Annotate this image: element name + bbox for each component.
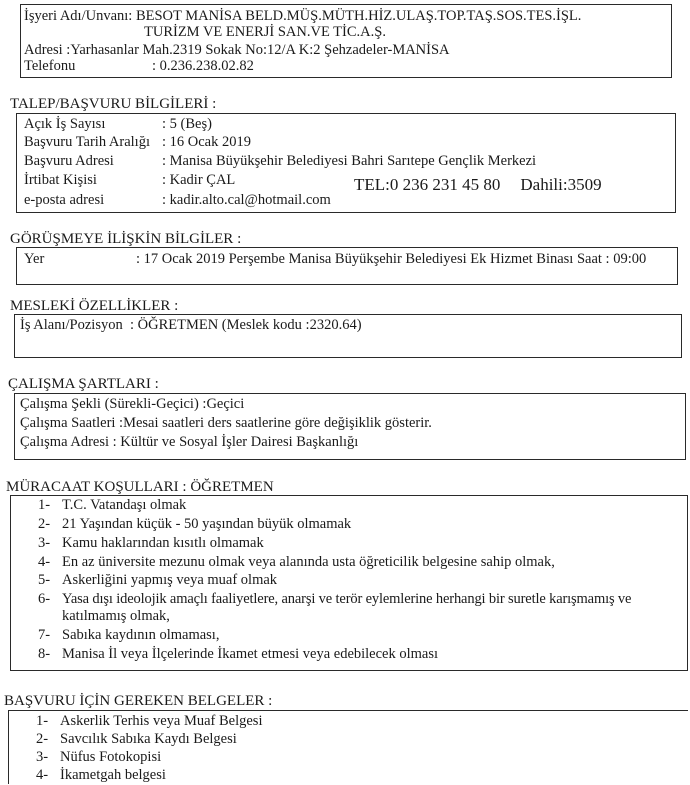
condition-number: 7- bbox=[38, 627, 51, 643]
employer-phone-value: : 0.236.238.02.82 bbox=[152, 58, 254, 74]
employer-name-label: İşyeri Adı/Unvanı: bbox=[24, 8, 133, 24]
condition-number: 6- bbox=[38, 591, 51, 607]
employer-phone-row bbox=[24, 58, 254, 75]
condition-item-continuation: katılmamış olmak, bbox=[62, 608, 170, 624]
interview-label: Yer bbox=[24, 251, 45, 267]
document-item bbox=[36, 713, 262, 730]
document-item bbox=[36, 767, 166, 784]
employer-name-row bbox=[24, 8, 581, 25]
working-condition-line: Çalışma Şekli (Sürekli-Geçici) :Geçici bbox=[20, 396, 245, 412]
document-text: Savcılık Sabıka Kaydı Belgesi bbox=[60, 731, 237, 747]
contact-extension: Dahili:3509 bbox=[520, 175, 602, 194]
request-label: Açık İş Sayısı bbox=[24, 116, 106, 132]
condition-item bbox=[38, 591, 631, 608]
request-value: : 16 Ocak 2019 bbox=[162, 134, 251, 150]
document-text: İkametgah belgesi bbox=[60, 767, 166, 783]
required-documents-title: BAŞVURU İÇİN GEREKEN BELGELER : bbox=[4, 693, 273, 709]
condition-text: Manisa İl veya İlçelerinde İkamet etmesi veya edebilecek olması bbox=[62, 646, 439, 662]
interview-value: : 17 Ocak 2019 Perşembe Manisa Büyükşehir Belediyesi Ek Hizmet Binası Saat : 09:00 bbox=[136, 251, 647, 267]
employer-address-row bbox=[24, 42, 450, 59]
condition-item bbox=[38, 497, 186, 514]
document-number: 2- bbox=[36, 731, 49, 747]
condition-item bbox=[38, 535, 264, 552]
request-label: e-posta adresi bbox=[24, 192, 105, 208]
contact-tel bbox=[354, 176, 602, 193]
condition-text: Yasa dışı ideolojik amaçlı faaliyetlere, anarşi ve terör eylemlerine herhangi bir suretle karışmamış ve bbox=[62, 591, 632, 607]
document-text: Nüfus Fotokopisi bbox=[60, 749, 162, 765]
employer-address-label: Adresi : bbox=[24, 42, 71, 58]
request-info-title: TALEP/BAŞVURU BİLGİLERİ : bbox=[10, 96, 217, 112]
interview-row bbox=[24, 251, 646, 268]
condition-text: 21 Yaşından küçük - 50 yaşından büyük olmamak bbox=[62, 516, 352, 532]
request-label: Başvuru Tarih Aralığı bbox=[24, 134, 150, 150]
application-conditions-title: MÜRACAAT KOŞULLARI : ÖĞRETMEN bbox=[6, 479, 274, 495]
condition-item bbox=[38, 572, 277, 589]
condition-number: 8- bbox=[38, 646, 51, 662]
condition-text: T.C. Vatandaşı olmak bbox=[62, 497, 187, 513]
document-number: 4- bbox=[36, 767, 49, 783]
request-row bbox=[24, 134, 251, 151]
request-row bbox=[24, 116, 212, 133]
occupation-label: İş Alanı/Pozisyon bbox=[20, 317, 123, 333]
request-row bbox=[24, 192, 331, 209]
request-value: : Manisa Büyükşehir Belediyesi Bahri Sarıtepe Gençlik Merkezi bbox=[162, 153, 537, 169]
condition-number: 1- bbox=[38, 497, 51, 513]
condition-text: Askerliğini yapmış veya muaf olmak bbox=[62, 572, 278, 588]
document-number: 1- bbox=[36, 713, 49, 729]
condition-number: 4- bbox=[38, 554, 51, 570]
condition-item bbox=[38, 646, 438, 663]
condition-number: 3- bbox=[38, 535, 51, 551]
request-row bbox=[24, 172, 235, 189]
occupation-row bbox=[20, 317, 362, 334]
contact-tel-value: TEL:0 236 231 45 80 bbox=[354, 175, 501, 194]
condition-number: 2- bbox=[38, 516, 51, 532]
request-value: : kadir.alto.cal@hotmail.com bbox=[162, 192, 331, 208]
condition-text: En az üniversite mezunu olmak veya alanında usta öğreticilik belgesine sahip olmak, bbox=[62, 554, 555, 570]
request-label: Başvuru Adresi bbox=[24, 153, 114, 169]
working-condition-line: Çalışma Saatleri :Mesai saatleri ders saatlerine göre değişiklik gösterir. bbox=[20, 415, 432, 431]
request-value: : Kadir ÇAL bbox=[162, 172, 236, 188]
document-number: 3- bbox=[36, 749, 49, 765]
document-text: Askerlik Terhis veya Muaf Belgesi bbox=[60, 713, 263, 729]
occupation-title: MESLEKİ ÖZELLİKLER : bbox=[10, 298, 179, 314]
occupation-value: : ÖĞRETMEN (Meslek kodu :2320.64) bbox=[129, 317, 362, 333]
condition-item bbox=[38, 516, 351, 533]
document-item bbox=[36, 731, 237, 748]
document-item bbox=[36, 749, 161, 766]
condition-text: Kamu haklarından kısıtlı olmamak bbox=[62, 535, 264, 551]
request-label: İrtibat Kişisi bbox=[24, 172, 97, 188]
employer-phone-label: Telefonu bbox=[24, 58, 76, 74]
working-condition-line: Çalışma Adresi : Kültür ve Sosyal İşler Dairesi Başkanlığı bbox=[20, 434, 359, 450]
condition-item bbox=[38, 627, 219, 644]
employer-name-line2: TURİZM VE ENERJİ SAN.VE TİC.A.Ş. bbox=[144, 24, 386, 40]
working-conditions-title: ÇALIŞMA ŞARTLARI : bbox=[8, 376, 159, 392]
employer-name-line1: BESOT MANİSA BELD.MÜŞ.MÜTH.HİZ.ULAŞ.TOP.TAŞ.SOS.TES.İŞL. bbox=[135, 8, 582, 24]
condition-item bbox=[38, 554, 555, 571]
interview-info-title: GÖRÜŞMEYE İLİŞKİN BİLGİLER : bbox=[10, 231, 242, 247]
request-row bbox=[24, 153, 536, 170]
condition-text: Sabıka kaydının olmaması, bbox=[62, 627, 220, 643]
condition-number: 5- bbox=[38, 572, 51, 588]
request-value: : 5 (Beş) bbox=[162, 116, 212, 132]
employer-address-value: Yarhasanlar Mah.2319 Sokak No:12/A K:2 Şehzadeler-MANİSA bbox=[70, 42, 450, 58]
